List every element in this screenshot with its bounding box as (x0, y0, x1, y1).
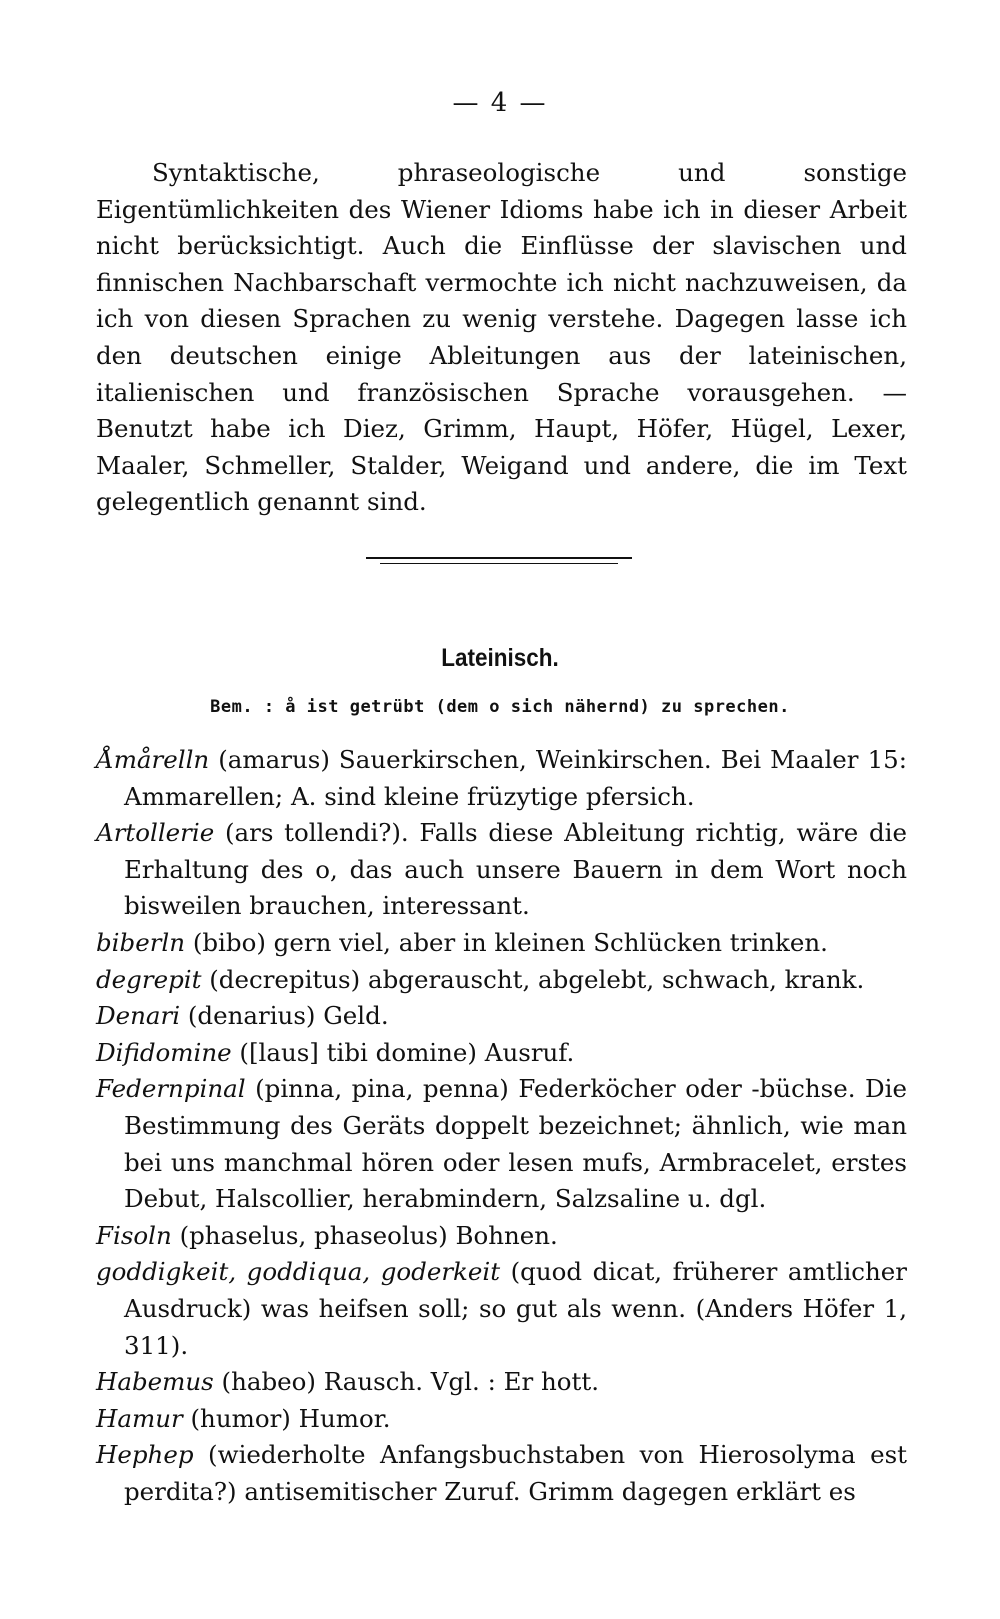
entry-definition: (humor) Humor. (182, 1403, 391, 1433)
glossary-entry (96, 962, 907, 999)
glossary-entry (96, 1218, 907, 1255)
entry-definition: (habeo) Rausch. Vgl. : Er hott. (213, 1367, 600, 1397)
entry-headword: Habemus (96, 1367, 214, 1397)
intro-text: Syntaktische, phraseologische und sonstige Eigentümlichkeiten des Wiener Idioms habe ich in dieser Arbeit nicht berücksichtigt. Auch die Einflüsse der slavischen und finnischen Nachbarschaft vermochte ich nicht nachzuweisen, da ich von diesen Sprachen zu wenig verstehe. Dagegen lasse ich den deutschen einige Ableitungen aus der lateinischen, italienischen und französischen Sprache vorausgehen. — Benutzt habe ich Diez, Grimm, Haupt, Höfer, Hügel, Lexer, Maaler, Schmeller, Stalder, Weigand und andere, die im Text gelegentlich genannt sind. (96, 158, 907, 517)
entry-headword: Åmårelln (96, 745, 210, 774)
entry-headword: goddigkeit, goddiqua, goderkeit (96, 1257, 501, 1287)
entry-headword: Hephep (96, 1440, 194, 1470)
introduction-paragraph (96, 155, 907, 521)
glossary-entry (96, 815, 907, 925)
glossary-entry (96, 1035, 907, 1072)
entry-headword: Denari (96, 1001, 181, 1031)
entry-definition: ([laus] tibi domine) Ausruf. (231, 1037, 575, 1067)
glossary-entry (96, 1437, 907, 1510)
entry-definition: (bibo) gern viel, aber in kleinen Schlücken trinken. (185, 927, 828, 957)
section-divider-rule (366, 557, 632, 559)
entry-definition: (denarius) Geld. (180, 1001, 389, 1031)
entry-definition: (ars tollendi?). Falls diese Ableitung richtig, wäre die Erhaltung des o, das auch unsere Bauern in dem Wort noch bisweilen brauchen, interessant. (124, 818, 907, 921)
entry-headword: Fisoln (96, 1220, 172, 1250)
glossary-entry (96, 1254, 907, 1364)
glossary-entry (96, 1364, 907, 1401)
glossary-entry (96, 998, 907, 1035)
entry-headword: degrepit (96, 964, 202, 994)
entry-headword: Hamur (96, 1403, 183, 1433)
entry-definition: (pinna, pina, penna) Federköcher oder -büchse. Die Bestimmung des Geräts doppelt bezeichnet; ähnlich, wie man bei uns manchmal hören oder lesen mufs, Armbracelet, erstes Debut, Halscollier, herabmindern, Salzsaline u. dgl. (124, 1074, 907, 1214)
entry-headword: biberln (96, 927, 186, 957)
page-number: — 4 — (452, 88, 548, 118)
entry-headword: Federnpinal (96, 1074, 246, 1104)
glossary-entry (96, 1401, 907, 1438)
entry-headword: Artollerie (96, 818, 215, 848)
pronunciation-note: Bem. : å ist getrübt (dem o sich nähernd) zu sprechen. (210, 697, 790, 717)
entry-definition: (decrepitus) abgerauscht, abgelebt, schwach, krank. (201, 964, 865, 994)
entry-headword: Difidomine (96, 1037, 232, 1067)
section-divider-rule-thin (380, 563, 618, 564)
entry-definition: (quod dicat, früherer amtlicher Ausdruck) was heifsen soll; so gut als wenn. (Anders Höfer 1, 311). (124, 1257, 907, 1360)
glossary-entry (96, 1071, 907, 1217)
entry-definition: (amarus) Sauerkirschen, Weinkirschen. Bei Maaler 15: Ammarellen; A. sind kleine früzytige pfersich. (124, 745, 907, 811)
glossary-entry (96, 925, 907, 962)
entry-definition: (phaselus, phaseolus) Bohnen. (171, 1220, 558, 1250)
glossary-entry (96, 742, 907, 815)
entry-definition: (wiederholte Anfangsbuchstaben von Hierosolyma est perdita?) antisemitischer Zuruf. Grimm dagegen erklärt es (124, 1440, 907, 1506)
glossary-entries (96, 742, 907, 1510)
section-heading: Lateinisch. (441, 644, 559, 672)
